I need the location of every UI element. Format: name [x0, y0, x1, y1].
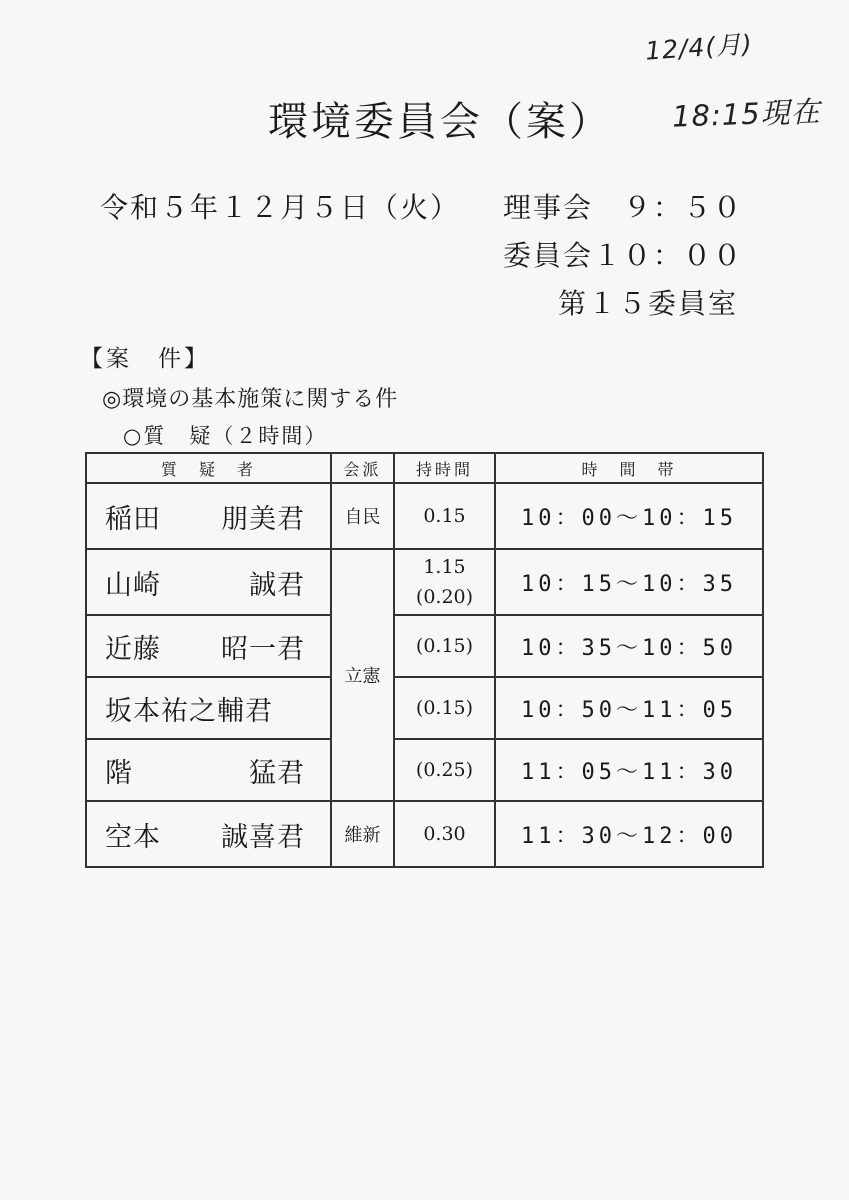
- questioner-given-name: 猛君: [249, 757, 305, 789]
- table-row: [86, 549, 763, 615]
- allotted-time: [394, 549, 495, 615]
- table-row: [86, 483, 763, 549]
- allotted-time-individual: (0.20): [415, 586, 474, 608]
- meeting-date: 令和５年１２月５日（火）: [100, 191, 461, 224]
- table-row: [86, 677, 763, 739]
- table-header-row: [86, 453, 763, 483]
- allotted-time: 0.15: [394, 483, 495, 549]
- time-slot: 11：30～12：00: [495, 801, 763, 867]
- speaker-schedule-table: [85, 452, 764, 868]
- questioner-given-name: 朋美君: [221, 503, 305, 535]
- questioner-name: [86, 677, 331, 739]
- table-row: [86, 615, 763, 677]
- questioner-given-name: 昭一君: [221, 633, 305, 665]
- allotted-time: (0.15): [394, 615, 495, 677]
- time-slot: 11：05～11：30: [495, 739, 763, 801]
- allotted-time-total: 1.15: [423, 556, 466, 578]
- questioner-name: [86, 739, 331, 801]
- questioner-name: [86, 549, 331, 615]
- time-slot: 10：50～11：05: [495, 677, 763, 739]
- time-slot: 10：35～10：50: [495, 615, 763, 677]
- questioner-surname: 稲田: [105, 503, 161, 535]
- allotted-time: (0.15): [394, 677, 495, 739]
- agenda-item: ◎環境の基本施策に関する件: [102, 387, 399, 412]
- questioner-name: [86, 615, 331, 677]
- committee-meeting-time: 委員会１０：００: [503, 239, 744, 272]
- time-slot: 10：15～10：35: [495, 549, 763, 615]
- questioner-given-name: 誠喜君: [221, 821, 305, 853]
- board-meeting-time: 理事会 ９：５０: [503, 191, 744, 224]
- questioner-surname: 近藤: [105, 633, 161, 665]
- questioner-surname: 山崎: [105, 569, 161, 601]
- qa-heading: ○質 疑（２時間）: [123, 424, 328, 448]
- allotted-time: (0.25): [394, 739, 495, 801]
- header-party: 会派: [331, 453, 394, 483]
- allotted-time: 0.30: [394, 801, 495, 867]
- questioner-surname: 坂本祐之輔君: [105, 695, 273, 727]
- handwritten-time: 18:15現在: [671, 94, 822, 134]
- questioner-name: [86, 801, 331, 867]
- questioner-name: [86, 483, 331, 549]
- table-row: [86, 739, 763, 801]
- header-questioner: 質 疑 者: [86, 453, 331, 483]
- time-slot: 10：00～10：15: [495, 483, 763, 549]
- handwritten-date: 12/4(月): [644, 29, 754, 66]
- questioner-surname: 階: [105, 757, 133, 789]
- party-name: 自民: [331, 483, 394, 549]
- meeting-room: 第１５委員室: [558, 287, 739, 320]
- questioner-given-name: 誠君: [249, 569, 305, 601]
- table-row: [86, 801, 763, 867]
- header-time-slot: 時 間 帯: [495, 453, 763, 483]
- party-name: 維新: [331, 801, 394, 867]
- header-allotted-time: 持時間: [394, 453, 495, 483]
- questioner-surname: 空本: [105, 821, 161, 853]
- party-name: 立憲: [331, 549, 394, 801]
- agenda-heading: 【案 件】: [80, 346, 210, 372]
- document-title: 環境委員会（案）: [268, 99, 612, 145]
